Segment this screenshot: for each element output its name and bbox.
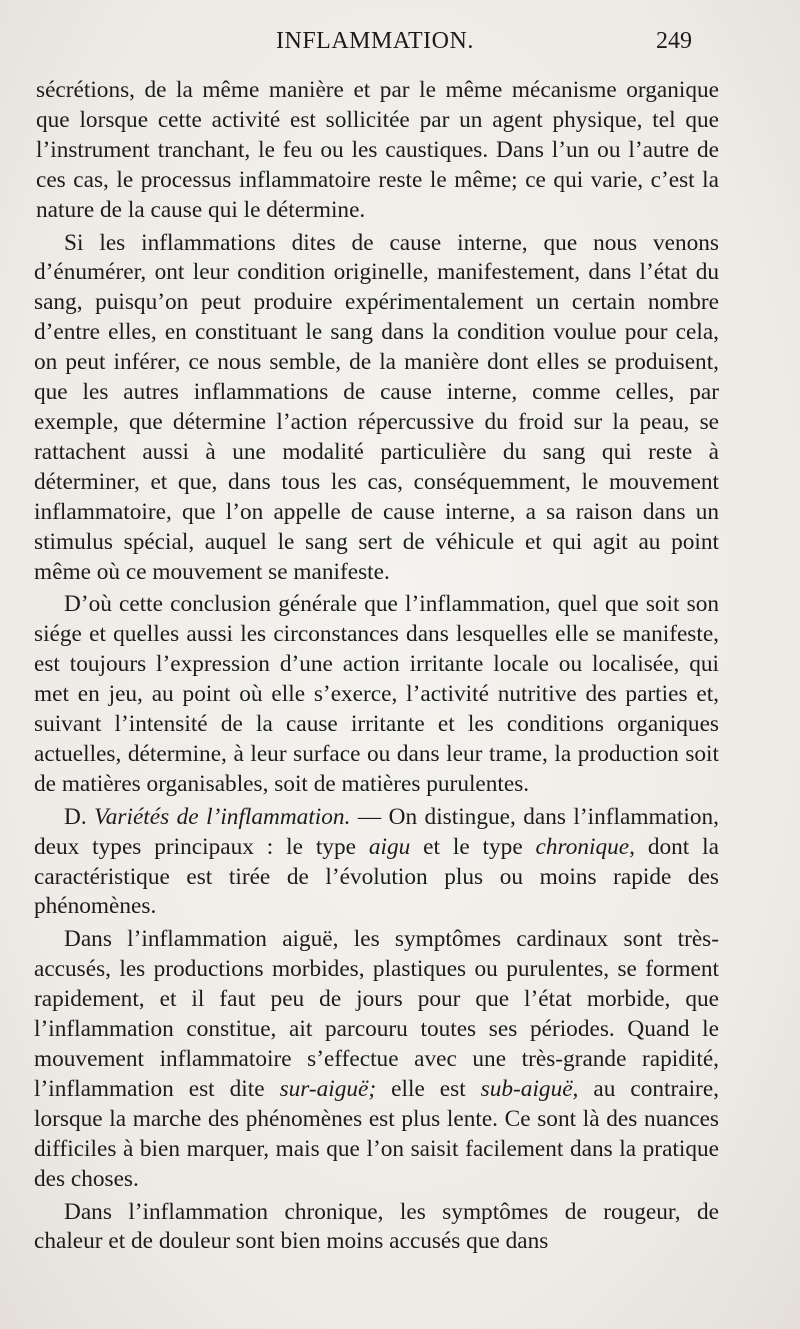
page-number: 249 — [656, 28, 692, 54]
section-heading: Variétés de l’inflammation. — [94, 803, 351, 830]
paragraph-internal-cause: Si les inflammations dites de cause interne, que nous venons d’énumérer, ont leur condition originelle, manifestement, dans l’état du sang, puisqu’on peut produire expérimentalement un certain nombre d’entre elles, en constituant le sang dans la condition voulue pour cela, on peut inférer, ce nous semble, de la manière dont elles se produisent, que les autres inflammations de cause interne, comme celles, par exemple, que détermine l’action répercussive du froid sur la peau, se rattachent aussi à une modalité particulière du sang qui reste à déterminer, et que, dans tous les cas, conséquemment, le mouvement inflammatoire, que l’on appelle de cause interne, a sa raison dans un stimulus spécial, auquel le sang sert de véhicule et qui agit au point même où ce mouvement se manifeste. — [34, 229, 719, 585]
paragraph-acute-inflammation — [34, 925, 719, 1194]
term-chronique: chronique, — [535, 833, 635, 860]
paragraph-varieties-text-2: et le type — [410, 833, 536, 860]
paragraph-varieties-text-1: — On distingue, dans l’inflammation, deux types principaux : le type — [34, 803, 719, 860]
page-header — [0, 28, 800, 62]
paragraph-varieties — [34, 803, 719, 923]
term-sur-aigue: sur-aiguë; — [279, 1075, 377, 1102]
term-aigu: aigu — [368, 833, 411, 860]
paragraph-acute-text-1: Dans l’inflammation aiguë, les symptômes cardinaux sont très-accusés, les productions morbides, plastiques ou purulentes, se forment rapidement, et il faut peu de jours pour que l’état morbide, que l’inflammation constitue, ait parcouru toutes ses périodes. Quand le mouvement inflammatoire s’effectue avec une très-grande rapidité, l’inflammation est dite — [34, 926, 719, 1102]
body-text — [34, 76, 719, 1257]
paragraph-chronic-inflammation: Dans l’inflammation chronique, les symptômes de rougeur, de chaleur et de douleur sont bien moins accusés que dans — [34, 1198, 719, 1255]
section-letter: D. — [64, 803, 87, 830]
paragraph-general-conclusion: D’où cette conclusion générale que l’inflammation, quel que soit son siége et quelles aussi les circonstances dans lesquelles elle se manifeste, est toujours l’expression d’une action irritante locale ou localisée, qui met en jeu, au point où elle s’exerce, l’activité nutritive des parties et, suivant l’intensité de la cause irritante et les conditions organiques actuelles, détermine, à leur surface ou dans leur trame, la production soit de matières organisables, soit de matières purulentes. — [34, 591, 719, 797]
term-sub-aigue: sub-aiguë, — [480, 1075, 579, 1102]
paragraph-varieties-text-3: dont la caractéristique est tirée de l’évolution plus ou moins rapide des phénomènes. — [34, 833, 719, 920]
paragraph-acute-text-2: elle est — [376, 1075, 481, 1102]
running-title: INFLAMMATION. — [276, 28, 474, 54]
paragraph-acute-text-3: au contraire, lorsque la marche des phénomènes est plus lente. Ce sont là des nuances difficiles à bien marquer, mais que l’on saisit facilement dans la pratique des choses. — [34, 1075, 719, 1192]
paragraph-continuation: sécrétions, de la même manière et par le même mécanisme organique que lorsque cette activité est sollicitée par un agent physique, tel que l’instrument tranchant, le feu ou les caustiques. Dans l’un ou l’autre de ces cas, le processus inflammatoire reste le même; ce qui varie, c’est la nature de la cause qui le détermine. — [36, 77, 719, 223]
